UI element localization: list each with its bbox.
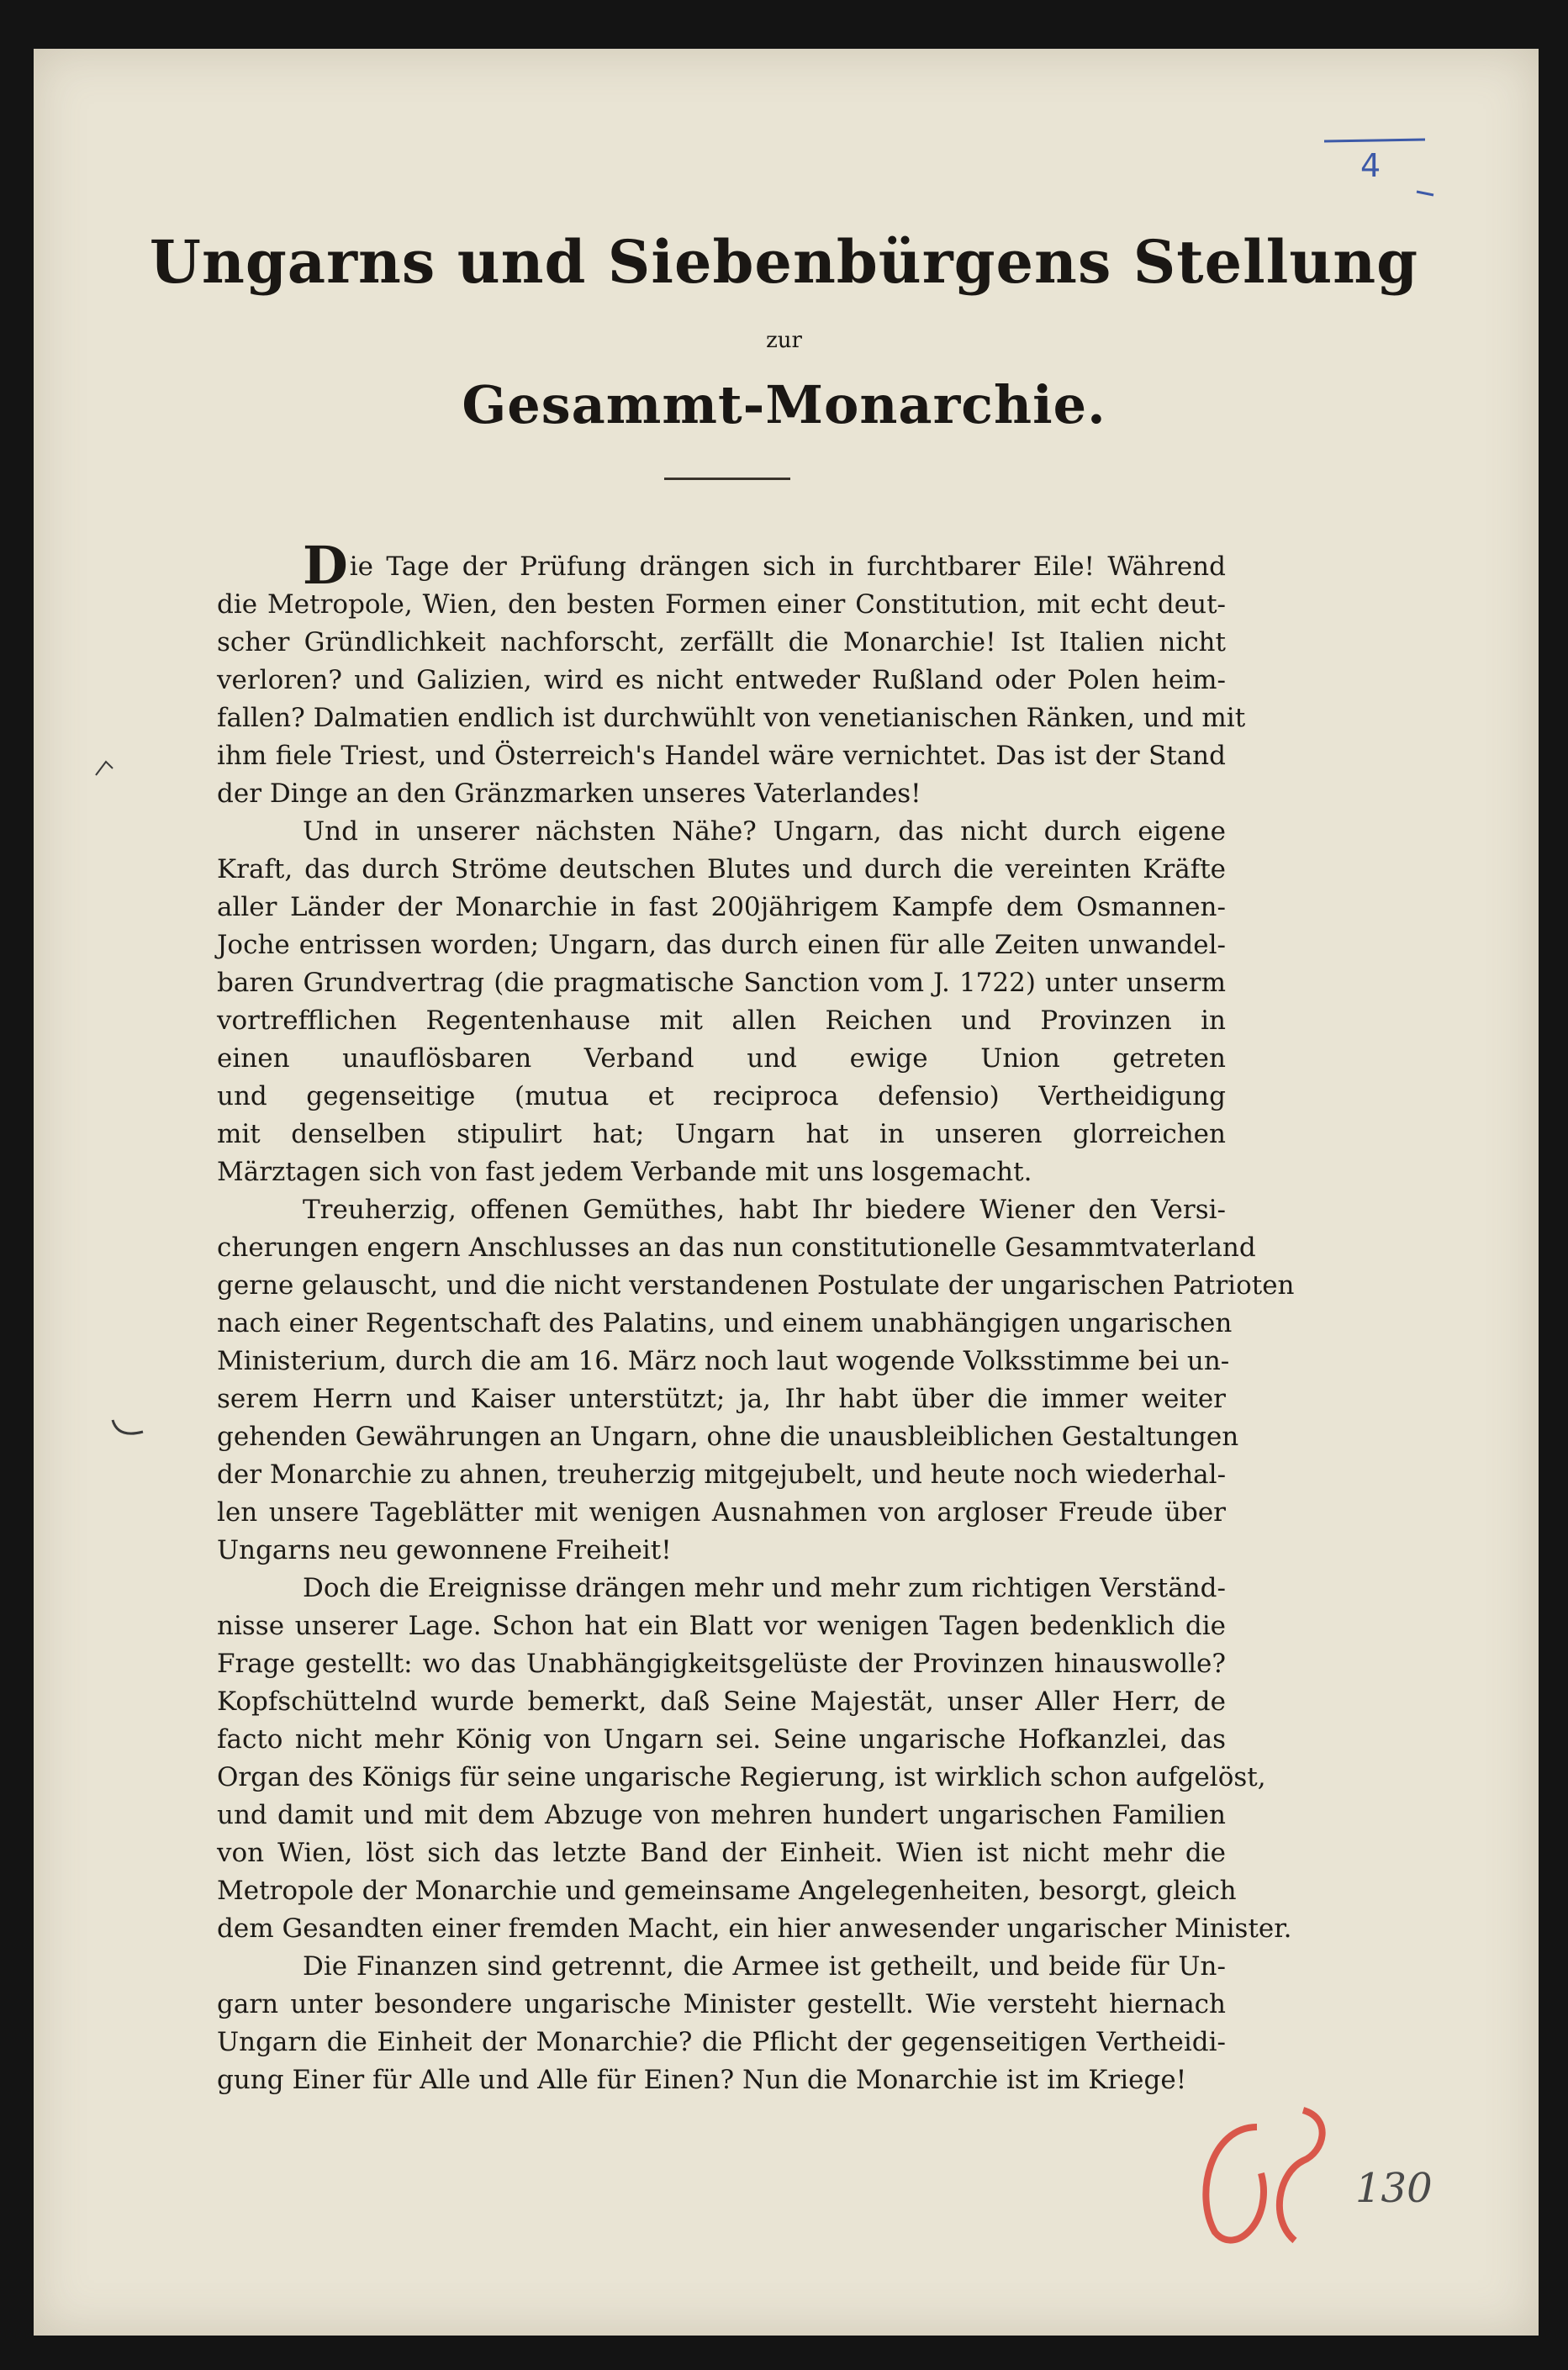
text-line bbox=[217, 1191, 1226, 1229]
text-line-content: Joche entrissen worden; Ungarn, das durch einen für alle Zeiten unwandel- bbox=[217, 930, 1226, 960]
text-line-content: der Dinge an den Gränzmarken unseres Vaterlandes! bbox=[217, 779, 921, 809]
text-line bbox=[217, 1343, 1230, 1380]
text-line-content: serem Herrn und Kaiser unterstützt; ja, Ihr habt über die immer weiter bbox=[217, 1384, 1226, 1414]
text-line-content: Kopfschüttelnd wurde bemerkt, daß Seine Majestät, unser Aller Herr, de bbox=[217, 1686, 1226, 1717]
text-line-content: Ungarns neu gewonnene Freiheit! bbox=[217, 1535, 672, 1565]
text-line-content: fallen? Dalmatien endlich ist durchwühlt von venetianischen Ränken, und mit bbox=[217, 703, 1246, 733]
text-line-content: Kraft, das durch Ströme deutschen Blutes und durch die vereinten Kräfte bbox=[217, 854, 1226, 884]
text-line-content: len unsere Tageblätter mit wenigen Ausnahmen von argloser Freude über bbox=[217, 1497, 1226, 1528]
text-line-content: Treuherzig, offenen Gemüthes, habt Ihr biedere Wiener den Versi- bbox=[303, 1195, 1226, 1225]
text-line bbox=[217, 1040, 1226, 1078]
text-line bbox=[217, 1797, 1226, 1834]
text-line bbox=[217, 699, 1246, 737]
text-line bbox=[217, 889, 1226, 926]
text-line bbox=[217, 1872, 1237, 1910]
text-line bbox=[217, 1645, 1226, 1683]
text-line bbox=[217, 1418, 1239, 1456]
text-line bbox=[217, 1759, 1266, 1797]
text-line bbox=[217, 1910, 1292, 1948]
title-divider bbox=[664, 478, 790, 480]
text-line bbox=[217, 1267, 1295, 1305]
text-line bbox=[217, 1116, 1226, 1153]
margin-pencil-mark bbox=[109, 1417, 160, 1445]
text-line-content: facto nicht mehr König von Ungarn sei. Seine ungarische Hofkanzlei, das bbox=[217, 1724, 1226, 1755]
text-line-content: Metropole der Monarchie und gemeinsame Angelegenheiten, besorgt, gleich bbox=[217, 1876, 1237, 1906]
archive-bracket-mark bbox=[1324, 133, 1459, 220]
text-line-content: verloren? und Galizien, wird es nicht entweder Rußland oder Polen heim- bbox=[217, 665, 1226, 695]
text-line-content: ihm fiele Triest, und Österreich's Handel wäre vernichtet. Das ist der Stand bbox=[217, 741, 1226, 771]
text-line bbox=[217, 1456, 1226, 1494]
text-line bbox=[217, 662, 1226, 699]
text-line-content: ie Tage der Prüfung drängen sich in furchtbarer Eile! Während bbox=[349, 552, 1226, 582]
text-line-content: einen unauflösbaren Verband und ewige Union getreten bbox=[217, 1043, 1226, 1074]
text-line bbox=[217, 775, 1226, 813]
text-line-content: gung Einer für Alle und Alle für Einen? Nun die Monarchie ist im Kriege! bbox=[217, 2065, 1187, 2095]
text-line-content: von Wien, löst sich das letzte Band der Einheit. Wien ist nicht mehr die bbox=[217, 1838, 1226, 1868]
text-line bbox=[217, 1153, 1226, 1191]
text-line bbox=[217, 1948, 1226, 1986]
page-number: 130 bbox=[1355, 2165, 1433, 2212]
text-line-content: dem Gesandten einer fremden Macht, ein hier anwesender ungarischer Minister. bbox=[217, 1913, 1292, 1944]
text-line-content: und gegenseitige (mutua et reciproca defensio) Vertheidigung bbox=[217, 1081, 1226, 1111]
text-line bbox=[217, 1229, 1256, 1267]
text-line-content: gehenden Gewährungen an Ungarn, ohne die unausbleiblichen Gestaltungen bbox=[217, 1422, 1239, 1452]
red-ink-stamp bbox=[1177, 2093, 1362, 2265]
text-line-content: vortrefflichen Regentenhause mit allen Reichen und Provinzen in bbox=[217, 1006, 1226, 1036]
paragraph bbox=[217, 1570, 1292, 1948]
archive-number: 4 bbox=[1360, 147, 1381, 184]
text-line-content: nach einer Regentschaft des Palatins, und einem unabhängigen ungarischen bbox=[217, 1308, 1233, 1338]
paragraph bbox=[217, 1948, 1226, 2099]
text-line bbox=[217, 1570, 1226, 1607]
text-line bbox=[217, 1305, 1233, 1343]
text-line-content: mit denselben stipulirt hat; Ungarn hat in unseren glorreichen bbox=[217, 1119, 1226, 1149]
text-line bbox=[217, 1721, 1226, 1759]
text-line bbox=[217, 1986, 1226, 2024]
document-title: Ungarns und Siebenbürgens Stellung bbox=[149, 227, 1419, 297]
article-body bbox=[217, 535, 1295, 2099]
text-line-content: garn unter besondere ungarische Minister gestellt. Wie versteht hiernach bbox=[217, 1989, 1226, 2019]
text-line-content: cherungen engern Anschlusses an das nun constitutionelle Gesammtvaterland bbox=[217, 1233, 1256, 1263]
text-line bbox=[217, 1078, 1226, 1116]
text-line bbox=[217, 535, 1226, 596]
text-line-content: der Monarchie zu ahnen, treuherzig mitgejubelt, und heute noch wiederhal- bbox=[217, 1459, 1227, 1490]
text-line bbox=[217, 851, 1226, 889]
text-line bbox=[217, 624, 1226, 662]
paragraph bbox=[217, 535, 1246, 813]
text-line-content: scher Gründlichkeit nachforscht, zerfällt die Monarchie! Ist Italien nicht bbox=[217, 627, 1226, 657]
text-line bbox=[217, 1834, 1226, 1872]
drop-cap: D bbox=[303, 535, 348, 596]
text-line-content: Doch die Ereignisse drängen mehr und mehr zum richtigen Verständ- bbox=[303, 1573, 1226, 1603]
text-line bbox=[217, 1607, 1226, 1645]
text-line-content: Märztagen sich von fast jedem Verbande mit uns losgemacht. bbox=[217, 1157, 1032, 1187]
paragraph bbox=[217, 1191, 1295, 1570]
text-line-content: Frage gestellt: wo das Unabhängigkeitsgelüste der Provinzen hinauswolle? bbox=[217, 1649, 1226, 1679]
text-line bbox=[217, 2061, 1226, 2099]
text-line bbox=[217, 737, 1226, 775]
text-line-content: Die Finanzen sind getrennt, die Armee ist getheilt, und beide für Un- bbox=[303, 1951, 1226, 1982]
text-line bbox=[217, 2024, 1226, 2061]
text-line-content: Und in unserer nächsten Nähe? Ungarn, das nicht durch eigene bbox=[303, 816, 1226, 847]
text-line-content: und damit und mit dem Abzuge von mehren hundert ungarischen Familien bbox=[217, 1800, 1226, 1830]
document-subtitle: Gesammt-Monarchie. bbox=[462, 374, 1106, 435]
text-line bbox=[217, 926, 1226, 964]
text-line bbox=[217, 1532, 1226, 1570]
text-line-content: Organ des Königs für seine ungarische Regierung, ist wirklich schon aufgelöst, bbox=[217, 1762, 1266, 1792]
text-line-content: Ungarn die Einheit der Monarchie? die Pflicht der gegenseitigen Vertheidi- bbox=[217, 2027, 1226, 2057]
text-line-content: Ministerium, durch die am 16. März noch laut wogende Volksstimme bei un- bbox=[217, 1346, 1230, 1376]
text-line bbox=[217, 813, 1226, 851]
paragraph bbox=[217, 813, 1226, 1191]
text-line bbox=[217, 964, 1226, 1002]
text-line bbox=[217, 1002, 1226, 1040]
text-line-content: aller Länder der Monarchie in fast 200jährigem Kampfe dem Osmannen- bbox=[217, 892, 1226, 922]
title-connector: zur bbox=[766, 328, 802, 353]
text-line-content: die Metropole, Wien, den besten Formen einer Constitution, mit echt deut- bbox=[217, 589, 1226, 620]
text-line bbox=[217, 586, 1226, 624]
text-line-content: baren Grundvertrag (die pragmatische Sanction vom J. 1722) unter unserm bbox=[217, 968, 1226, 998]
text-line-content: gerne gelauscht, und die nicht verstandenen Postulate der ungarischen Patrioten bbox=[217, 1270, 1295, 1301]
text-line bbox=[217, 1380, 1226, 1418]
text-line bbox=[217, 1494, 1226, 1532]
margin-pencil-mark bbox=[92, 757, 118, 785]
text-line bbox=[217, 1683, 1226, 1721]
text-line-content: nisse unserer Lage. Schon hat ein Blatt vor wenigen Tagen bedenklich die bbox=[217, 1611, 1226, 1641]
